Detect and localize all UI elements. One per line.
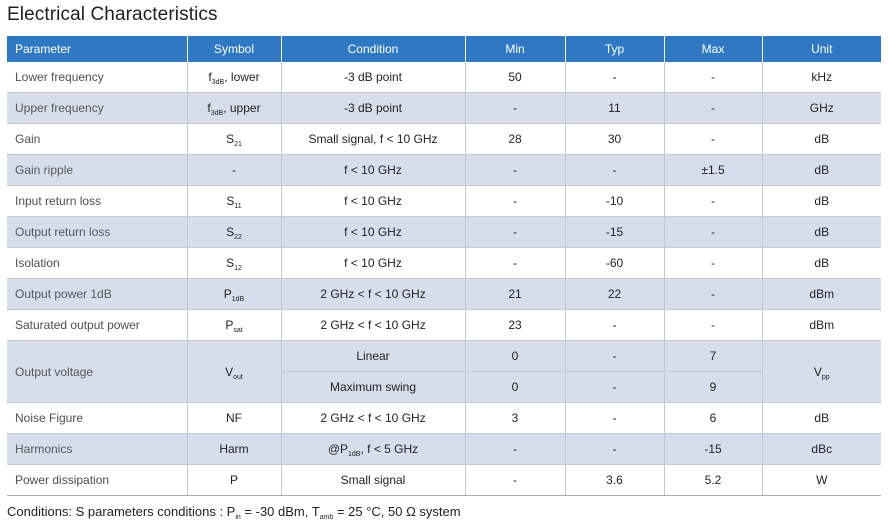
symbol-cell: - — [187, 155, 281, 186]
parameter-cell: Gain — [7, 124, 187, 155]
parameter-cell: Output return loss — [7, 217, 187, 248]
table-header — [7, 36, 881, 62]
section-title: Electrical Characteristics — [7, 4, 218, 25]
table-row — [7, 310, 881, 341]
symbol-main: S — [226, 225, 235, 239]
typ-cell: - — [565, 372, 664, 403]
typ-cell: - — [565, 434, 664, 465]
unit-cell: dB — [762, 248, 881, 279]
min-cell: - — [465, 186, 565, 217]
typ-cell: 3.6 — [565, 465, 664, 496]
symbol-sub: 3dB — [210, 110, 224, 117]
max-cell: 5.2 — [664, 465, 762, 496]
electrical-characteristics-table — [7, 36, 881, 496]
typ-cell: - — [565, 155, 664, 186]
note-prefix: Conditions: S parameters conditions : P — [7, 504, 236, 519]
unit-cell: W — [762, 465, 881, 496]
table-row — [7, 248, 881, 279]
symbol-sub: sat — [233, 327, 243, 334]
condition-cell: Linear — [281, 341, 465, 372]
parameter-cell: Output power 1dB — [7, 279, 187, 310]
table-row — [7, 217, 881, 248]
table-row — [7, 341, 881, 372]
unit-sub: pp — [821, 373, 830, 381]
symbol-sub: 3dB — [211, 79, 225, 86]
max-cell: 9 — [664, 372, 762, 403]
note-suffix: = 25 °C, 50 Ω system — [333, 504, 461, 519]
condition-cell: 2 GHz < f < 10 GHz — [281, 403, 465, 434]
header-unit: Unit — [762, 36, 881, 62]
max-cell: ±1.5 — [664, 155, 762, 186]
typ-cell: -60 — [565, 248, 664, 279]
parameter-cell: Gain ripple — [7, 155, 187, 186]
table-row — [7, 279, 881, 310]
parameter-cell: Saturated output power — [7, 310, 187, 341]
max-cell: -15 — [664, 434, 762, 465]
symbol-main: f — [208, 70, 212, 84]
symbol-sub: 11 — [234, 203, 242, 210]
unit-cell: kHz — [762, 62, 881, 93]
parameter-cell: Isolation — [7, 248, 187, 279]
min-cell: 0 — [465, 372, 565, 403]
max-cell: - — [664, 279, 762, 310]
condition-cell: 2 GHz < f < 10 GHz — [281, 310, 465, 341]
unit-main: V — [813, 364, 822, 379]
symbol-cell — [187, 93, 281, 124]
condition-cell: Small signal — [281, 465, 465, 496]
min-cell: 3 — [465, 403, 565, 434]
typ-cell: - — [565, 341, 664, 372]
symbol-main: P — [225, 318, 234, 332]
note-sub-in: in — [235, 514, 241, 521]
max-cell: - — [664, 217, 762, 248]
symbol-cell — [187, 124, 281, 155]
symbol-sub: out — [233, 373, 243, 381]
table-row — [7, 186, 881, 217]
parameter-cell: Input return loss — [7, 186, 187, 217]
max-cell: - — [664, 310, 762, 341]
max-cell: - — [664, 62, 762, 93]
unit-cell: dB — [762, 217, 881, 248]
typ-cell: - — [565, 310, 664, 341]
symbol-main: f — [207, 101, 211, 115]
condition-cell: 2 GHz < f < 10 GHz — [281, 279, 465, 310]
symbol-cell: P — [187, 465, 281, 496]
typ-cell: -15 — [565, 217, 664, 248]
max-cell: - — [664, 93, 762, 124]
max-cell: 6 — [664, 403, 762, 434]
symbol-main: S — [226, 194, 235, 208]
symbol-tail: , upper — [223, 101, 261, 115]
typ-cell: - — [565, 403, 664, 434]
table-body — [7, 62, 881, 496]
symbol-cell — [187, 341, 281, 403]
symbol-main: P — [223, 287, 232, 301]
table-row — [7, 124, 881, 155]
typ-cell: 11 — [565, 93, 664, 124]
max-cell: - — [664, 248, 762, 279]
header-max: Max — [664, 36, 762, 62]
table-row — [7, 62, 881, 93]
unit-cell: dB — [762, 124, 881, 155]
symbol-main: S — [226, 132, 235, 146]
condition-cell: f < 10 GHz — [281, 217, 465, 248]
min-cell: 21 — [465, 279, 565, 310]
min-cell: - — [465, 465, 565, 496]
max-cell: 7 — [664, 341, 762, 372]
parameter-cell: Upper frequency — [7, 93, 187, 124]
header-min: Min — [465, 36, 565, 62]
max-cell: - — [664, 186, 762, 217]
table-row — [7, 403, 881, 434]
condition-cell: f < 10 GHz — [281, 248, 465, 279]
header-parameter: Parameter — [7, 36, 187, 62]
condition-sub: 1dB — [348, 451, 361, 458]
unit-cell — [762, 341, 881, 403]
min-cell: 50 — [465, 62, 565, 93]
conditions-note — [7, 504, 461, 519]
unit-cell: dBc — [762, 434, 881, 465]
table-row — [7, 155, 881, 186]
table-row — [7, 93, 881, 124]
parameter-cell: Lower frequency — [7, 62, 187, 93]
symbol-cell — [187, 62, 281, 93]
symbol-sub: 1dB — [231, 296, 245, 303]
unit-cell: dBm — [762, 279, 881, 310]
symbol-sub: 22 — [234, 234, 242, 241]
condition-cell: Maximum swing — [281, 372, 465, 403]
min-cell: 23 — [465, 310, 565, 341]
unit-cell: GHz — [762, 93, 881, 124]
min-cell: - — [465, 93, 565, 124]
parameter-cell: Output voltage — [7, 341, 187, 403]
symbol-sub: 12 — [234, 265, 242, 272]
condition-pre: @P — [327, 442, 349, 456]
symbol-cell — [187, 310, 281, 341]
min-cell: 0 — [465, 341, 565, 372]
parameter-cell: Harmonics — [7, 434, 187, 465]
symbol-cell — [187, 248, 281, 279]
symbol-cell — [187, 279, 281, 310]
note-mid: = -30 dBm, T — [240, 504, 320, 519]
max-cell: - — [664, 124, 762, 155]
condition-cell: f < 10 GHz — [281, 155, 465, 186]
symbol-cell — [187, 186, 281, 217]
condition-post: , f < 5 GHz — [360, 442, 419, 456]
unit-cell: dB — [762, 403, 881, 434]
min-cell: - — [465, 434, 565, 465]
header-row — [7, 36, 881, 62]
unit-cell: dB — [762, 155, 881, 186]
header-typ: Typ — [565, 36, 664, 62]
symbol-cell — [187, 217, 281, 248]
symbol-cell: NF — [187, 403, 281, 434]
typ-cell: -10 — [565, 186, 664, 217]
table-row — [7, 465, 881, 496]
min-cell: 28 — [465, 124, 565, 155]
symbol-tail: , lower — [224, 70, 260, 84]
note-sub-amb: amb — [319, 514, 334, 521]
symbol-sub: 21 — [234, 141, 242, 148]
header-symbol: Symbol — [187, 36, 281, 62]
typ-cell: 22 — [565, 279, 664, 310]
typ-cell: - — [565, 62, 664, 93]
condition-cell — [281, 434, 465, 465]
parameter-cell: Power dissipation — [7, 465, 187, 496]
symbol-main: S — [226, 256, 235, 270]
min-cell: - — [465, 155, 565, 186]
table-row — [7, 434, 881, 465]
header-condition: Condition — [281, 36, 465, 62]
typ-cell: 30 — [565, 124, 664, 155]
unit-cell: dBm — [762, 310, 881, 341]
condition-cell: Small signal, f < 10 GHz — [281, 124, 465, 155]
condition-cell: -3 dB point — [281, 93, 465, 124]
min-cell: - — [465, 217, 565, 248]
unit-cell: dB — [762, 186, 881, 217]
condition-cell: -3 dB point — [281, 62, 465, 93]
symbol-main: V — [225, 364, 234, 379]
min-cell: - — [465, 248, 565, 279]
condition-cell: f < 10 GHz — [281, 186, 465, 217]
symbol-cell: Harm — [187, 434, 281, 465]
parameter-cell: Noise Figure — [7, 403, 187, 434]
